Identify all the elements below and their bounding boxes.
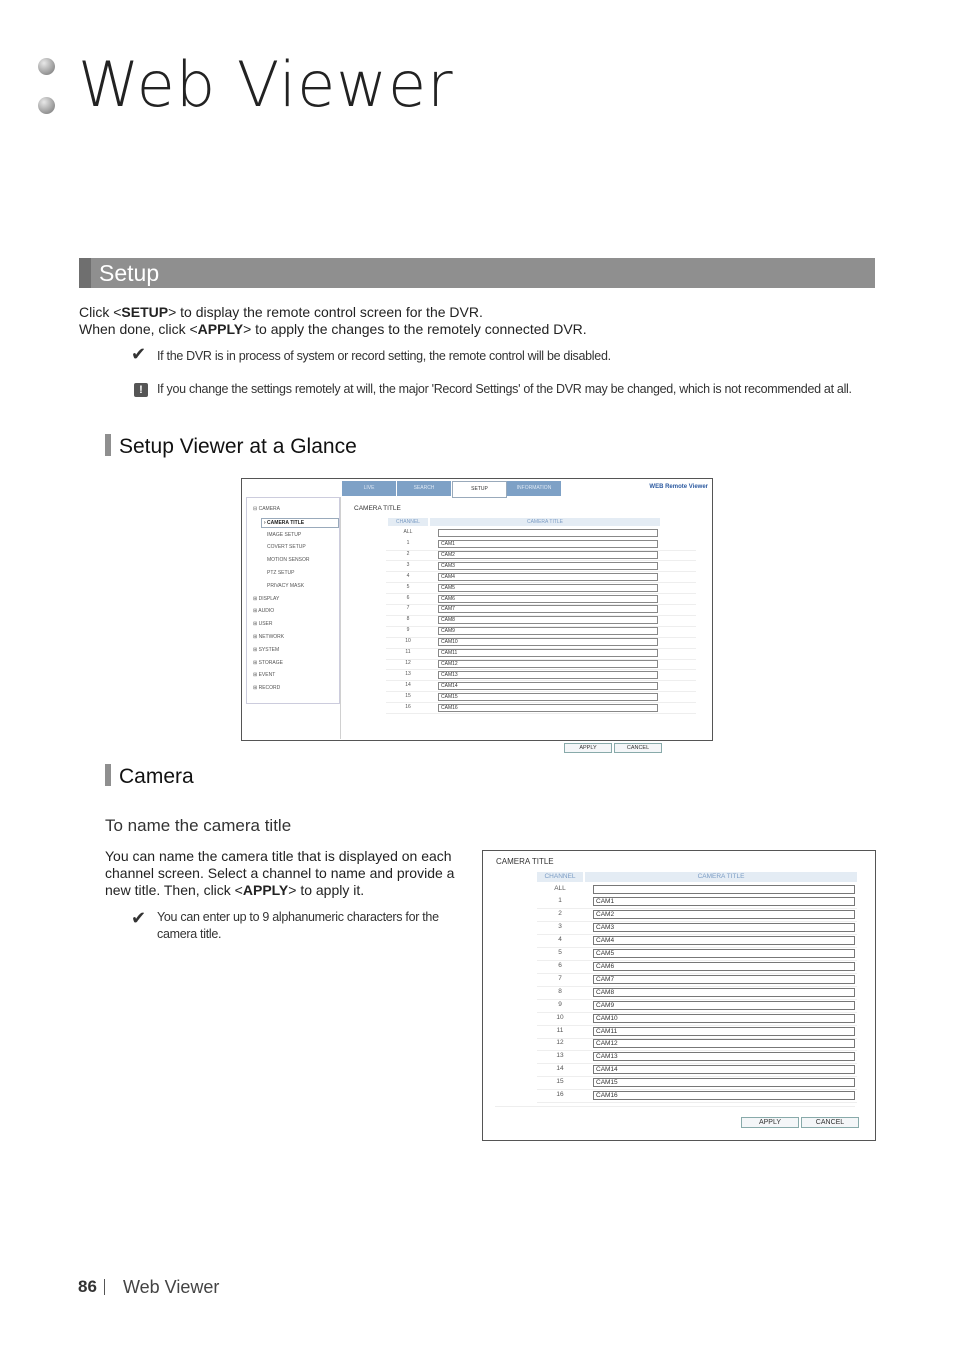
channel-number[interactable]: 4 — [558, 935, 562, 943]
camera-desc-text: > to apply it. — [288, 882, 365, 898]
intro-line-2 — [79, 321, 587, 338]
camera-title-input[interactable]: CAM10 — [593, 1014, 855, 1023]
cancel-button[interactable]: CANCEL — [801, 1117, 859, 1128]
camera-title-input[interactable]: CAM5 — [593, 949, 855, 958]
channel-number[interactable]: 14 — [405, 681, 411, 688]
intro-warning: If you change the settings remotely at will, the major 'Record Settings' of the DVR may be changed, which is not recommended at all. — [157, 382, 852, 396]
channel-number[interactable]: 3 — [406, 561, 410, 568]
row-divider — [537, 908, 857, 909]
channel-all[interactable]: ALL — [554, 885, 566, 892]
camera-note: You can enter up to 9 alphanumeric characters for the camera title. — [157, 910, 439, 941]
row-divider — [537, 1012, 857, 1013]
setup-keyword: SETUP — [121, 304, 169, 320]
channel-number[interactable]: 13 — [405, 670, 411, 677]
channel-number[interactable]: 4 — [406, 572, 410, 579]
channel-number[interactable]: 2 — [558, 909, 562, 917]
channel-number[interactable]: 1 — [406, 540, 410, 546]
glance-heading-text: Setup Viewer at a Glance — [119, 435, 357, 458]
camera-desc-text: You can name the camera title that is displayed on each channel screen. Select a channel to name and provide a new title. Then, click < — [105, 848, 455, 898]
section-marker — [79, 258, 91, 288]
camera-title-input[interactable]: CAM2 — [438, 551, 658, 559]
camera-title-input[interactable]: CAM3 — [438, 562, 658, 570]
camera-title-input[interactable]: CAM14 — [593, 1065, 855, 1074]
page-number: 86 — [78, 1277, 97, 1296]
bullet-dot-icon — [38, 97, 55, 114]
channel-number[interactable]: 16 — [556, 1091, 564, 1099]
panel-title: CAMERA TITLE — [354, 505, 401, 512]
camera-title-input[interactable]: CAM16 — [438, 704, 658, 712]
channel-number[interactable]: 11 — [556, 1026, 564, 1034]
column-camera-title: CAMERA TITLE — [585, 872, 857, 882]
row-divider — [537, 973, 857, 974]
menu-item[interactable]: › CAMERA TITLE — [261, 518, 339, 528]
cancel-button[interactable]: CANCEL — [614, 743, 662, 753]
checkmark-icon: ✔ — [131, 908, 147, 928]
intro-line-1 — [79, 304, 483, 321]
row-divider — [386, 713, 696, 714]
camera-title-input[interactable]: CAM7 — [593, 975, 855, 984]
camera-title-input[interactable]: CAM13 — [593, 1052, 855, 1061]
camera-title-input[interactable]: CAM11 — [593, 1027, 855, 1036]
tab-setup[interactable]: SETUP — [452, 481, 507, 498]
camera-title-input[interactable]: CAM13 — [438, 671, 658, 679]
channel-number[interactable]: 7 — [558, 974, 562, 982]
intro-text: When done, click < — [79, 321, 198, 337]
channel-number[interactable]: 10 — [405, 638, 411, 645]
channel-number[interactable]: 12 — [556, 1039, 564, 1047]
camera-title-input[interactable]: CAM4 — [438, 573, 658, 581]
footer-separator — [104, 1279, 105, 1295]
row-divider — [537, 1038, 857, 1039]
intro-text: Click < — [79, 304, 122, 320]
row-divider — [537, 921, 857, 922]
heading-marker — [105, 764, 111, 786]
camera-description — [105, 848, 471, 899]
channel-number[interactable]: 9 — [406, 627, 410, 634]
channel-number[interactable]: 15 — [405, 692, 411, 699]
camera-title-input[interactable]: CAM9 — [438, 627, 658, 635]
title-input-all[interactable] — [593, 885, 855, 894]
camera-heading-text: Camera — [119, 765, 194, 788]
channel-all[interactable]: ALL — [403, 529, 413, 535]
menu-item[interactable]: ⊞ AUDIO — [253, 608, 275, 615]
tab-information[interactable]: INFORMATION — [507, 481, 562, 496]
camera-title-input[interactable]: CAM6 — [593, 962, 855, 971]
apply-keyword: APPLY — [242, 882, 289, 898]
channel-number[interactable]: 12 — [405, 659, 411, 666]
camera-title-input[interactable]: CAM12 — [593, 1039, 855, 1048]
camera-title-input[interactable]: CAM11 — [438, 649, 658, 657]
checkmark-icon: ✔ — [131, 344, 147, 364]
intro-note: If the DVR is in process of system or record setting, the remote control will be disabled. — [157, 349, 611, 363]
menu-item[interactable]: ⊞ STORAGE — [253, 659, 283, 666]
menu-item[interactable]: MOTION SENSOR — [267, 557, 310, 564]
channel-number[interactable]: 11 — [405, 649, 411, 655]
row-divider — [537, 1050, 857, 1051]
menu-item[interactable]: PTZ SETUP — [267, 570, 295, 576]
title-input-all[interactable] — [438, 529, 658, 537]
page-title: Web Viewer — [78, 48, 454, 121]
menu-item[interactable]: IMAGE SETUP — [267, 531, 302, 538]
channel-number[interactable]: 3 — [558, 922, 562, 930]
tab-search[interactable]: SEARCH — [397, 481, 452, 496]
camera-heading — [105, 764, 194, 789]
camera-title-input[interactable]: CAM8 — [438, 616, 658, 624]
row-divider — [537, 947, 857, 948]
section-title: Setup — [99, 260, 160, 286]
row-divider — [537, 1063, 857, 1064]
channel-number[interactable]: 13 — [556, 1052, 564, 1060]
row-divider — [537, 1076, 857, 1077]
glance-heading — [105, 434, 357, 459]
channel-number[interactable]: 5 — [558, 948, 562, 956]
viewer-brand: WEB Remote Viewer — [649, 484, 708, 490]
channel-number[interactable]: 8 — [558, 987, 562, 995]
camera-title-panel — [342, 497, 710, 751]
section-header — [79, 258, 875, 288]
heading-marker — [105, 434, 111, 456]
row-divider — [537, 1089, 857, 1090]
menu-item[interactable]: COVERT SETUP — [267, 544, 306, 551]
camera-title-input[interactable]: CAM7 — [438, 605, 658, 613]
row-divider — [537, 960, 857, 961]
setup-viewer-screenshot — [241, 478, 713, 751]
footer-label: Web Viewer — [123, 1277, 220, 1297]
column-camera-title: CAMERA TITLE — [430, 518, 660, 526]
intro-text: > to apply the changes to the remotely connected DVR. — [243, 321, 587, 337]
channel-number[interactable]: 6 — [558, 961, 562, 969]
bullet-dot-icon — [38, 58, 55, 75]
row-divider — [537, 986, 857, 987]
camera-title-input[interactable]: CAM8 — [593, 988, 855, 997]
warning-icon: ! — [134, 383, 148, 397]
divider — [340, 497, 341, 739]
camera-title-input[interactable]: CAM15 — [593, 1078, 855, 1087]
channel-number[interactable]: 7 — [406, 605, 410, 612]
camera-title-input[interactable]: CAM5 — [438, 584, 658, 592]
channel-number[interactable]: 15 — [556, 1078, 564, 1086]
intro-text: > to display the remote control screen for the DVR. — [168, 304, 483, 320]
channel-number[interactable]: 10 — [556, 1013, 564, 1021]
channel-number[interactable]: 2 — [406, 550, 410, 557]
tab-live[interactable]: LIVE — [342, 481, 397, 496]
camera-title-input[interactable]: CAM2 — [593, 910, 855, 919]
row-divider — [537, 1102, 857, 1103]
camera-title-input[interactable]: CAM14 — [438, 682, 658, 690]
row-divider — [537, 1025, 857, 1026]
apply-button[interactable]: APPLY — [564, 743, 612, 753]
apply-keyword: APPLY — [197, 321, 244, 337]
camera-title-input[interactable]: CAM16 — [593, 1091, 855, 1100]
column-channel: CHANNEL — [537, 872, 583, 882]
menu-item[interactable]: ⊞ USER — [253, 621, 273, 628]
menu-item[interactable]: ⊞ NETWORK — [253, 634, 285, 640]
channel-number[interactable]: 8 — [406, 616, 410, 623]
row-divider — [537, 934, 857, 935]
camera-title-input[interactable]: CAM1 — [438, 540, 658, 548]
panel-title: CAMERA TITLE — [496, 857, 554, 866]
apply-button[interactable]: APPLY — [741, 1117, 799, 1128]
menu-item[interactable]: ⊟ CAMERA — [253, 506, 280, 512]
setup-menu-tree — [246, 497, 340, 704]
menu-item[interactable]: PRIVACY MASK — [267, 582, 305, 589]
channel-number[interactable]: 6 — [406, 594, 410, 601]
row-divider — [537, 999, 857, 1000]
camera-title-input[interactable]: CAM9 — [593, 1001, 855, 1010]
menu-item[interactable]: ⊞ SYSTEM — [253, 646, 280, 653]
camera-title-input[interactable]: CAM10 — [438, 638, 658, 646]
camera-title-input[interactable]: CAM1 — [593, 897, 855, 906]
camera-title-screenshot — [482, 850, 876, 1141]
camera-title-input[interactable]: CAM3 — [593, 923, 855, 932]
camera-title-input[interactable]: CAM15 — [438, 693, 658, 701]
divider — [495, 1106, 855, 1107]
menu-item[interactable]: ⊞ EVENT — [253, 672, 276, 679]
channel-number[interactable]: 1 — [558, 897, 562, 904]
channel-number[interactable]: 5 — [406, 583, 410, 590]
channel-number[interactable]: 16 — [405, 703, 411, 710]
camera-title-input[interactable]: CAM6 — [438, 595, 658, 603]
channel-number[interactable]: 9 — [558, 1000, 562, 1008]
camera-title-input[interactable]: CAM12 — [438, 660, 658, 668]
camera-subheading: To name the camera title — [105, 816, 292, 835]
column-channel: CHANNEL — [388, 518, 428, 526]
camera-title-input[interactable]: CAM4 — [593, 936, 855, 945]
menu-item[interactable]: ⊞ RECORD — [253, 685, 281, 692]
menu-item[interactable]: ⊞ DISPLAY — [253, 595, 280, 602]
channel-number[interactable]: 14 — [556, 1065, 564, 1073]
